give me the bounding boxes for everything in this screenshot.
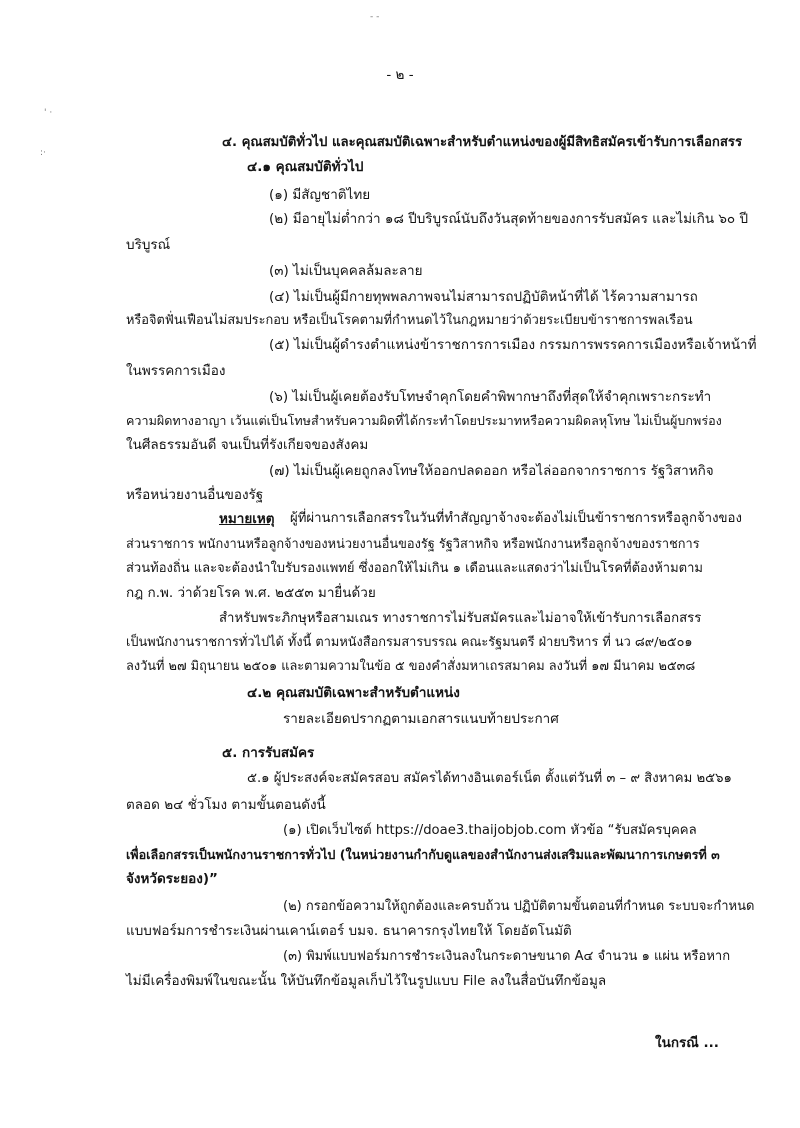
- section-5-heading: ๕. การรับสมัคร: [222, 745, 315, 761]
- qualification-5-line2: ในพรรคการเมือง: [126, 363, 226, 379]
- section-4-2-heading: ๔.๒ คุณสมบัติเฉพาะสำหรับตำแหน่ง: [247, 685, 460, 701]
- scan-speck: ' ·: [44, 108, 53, 118]
- note-line1: ผู้ที่ผ่านการเลือกสรรในวันที่ทำสัญญาจ้างจะต้องไม่เป็นข้าราชการหรือลูกจ้างของ: [290, 511, 742, 526]
- section-4-1-heading: ๔.๑ คุณสมบัติทั่วไป: [247, 159, 364, 175]
- qualification-6-line2: ความผิดทางอาญา เว้นแต่เป็นโทษสำหรับความผิดที่ได้กระทำโดยประมาทหรือความผิดลหุโทษ ไม่เป็นผู้บกพร่อง: [126, 413, 722, 428]
- qualification-3: (๓) ไม่เป็นบุคคลล้มละลาย: [269, 263, 423, 279]
- qualification-1: (๑) มีสัญชาติไทย: [269, 187, 371, 203]
- section-5-1-line2: ตลอด ๒๔ ชั่วโมง ตามขั้นตอนดังนี้: [126, 797, 326, 813]
- qualification-6-line3: ในศีลธรรมอันดี จนเป็นที่รังเกียจของสังคม: [126, 437, 369, 453]
- page-number: - ๒ -: [386, 67, 414, 83]
- qualification-7-line2: หรือหน่วยงานอื่นของรัฐ: [126, 487, 264, 503]
- continuation-text: ในกรณี ...: [655, 1035, 719, 1051]
- step-1-line2: เพื่อเลือกสรรเป็นพนักงานราชการทั่วไป (ในหน่วยงานกำกับดูแลของสำนักงานส่งเสริมและพัฒนาการเกษตรที่ ๓: [126, 847, 720, 862]
- qualification-6-line1: (๖) ไม่เป็นผู้เคยต้องรับโทษจำคุกโดยคำพิพากษาถึงที่สุดให้จำคุกเพราะกระทำ: [269, 389, 712, 405]
- monk-line3: ลงวันที่ ๒๗ มิถุนายน ๒๕๐๑ และตามความในข้อ ๕ ของคำสั่งมหาเถรสมาคม ลงวันที่ ๑๗ มีนาคม ๒๕๓๘: [126, 659, 696, 674]
- note-line4: กฎ ก.พ. ว่าด้วยโรค พ.ศ. ๒๕๕๓ มายื่นด้วย: [126, 585, 376, 601]
- step-3-line2: ไม่มีเครื่องพิมพ์ในขณะนั้น ให้บันทึกข้อมูลเก็บไว้ในรูปแบบ File ลงในสื่อบันทึกข้อมูล: [126, 973, 607, 989]
- note-line3: ส่วนท้องถิ่น และจะต้องนำใบรับรองแพทย์ ซึ่งออกให้ไม่เกิน ๑ เดือนและแสดงว่าไม่เป็นโรคที่ต้องห้ามตาม: [126, 561, 703, 576]
- note-label: หมายเหตุ: [219, 511, 275, 527]
- qualification-2-line1: (๒) มีอายุไม่ต่ำกว่า ๑๘ ปีบริบูรณ์นับถึงวันสุดท้ายของการรับสมัคร และไม่เกิน ๖๐ ปี: [269, 211, 749, 227]
- qualification-4-line2: หรือจิตฟั่นเฟือนไม่สมประกอบ หรือเป็นโรคตามที่กำหนดไว้ในกฎหมายว่าด้วยระเบียบข้าราชการพลเรือน: [126, 313, 693, 328]
- step-1-line1: (๑) เปิดเว็บไซต์ https://doae3.thaijobjob.com หัวข้อ “รับสมัครบุคคล: [283, 823, 697, 838]
- section-4-heading: ๔. คุณสมบัติทั่วไป และคุณสมบัติเฉพาะสำหรับตำแหน่งของผู้มีสิทธิสมัครเข้ารับการเลือกสรร: [222, 135, 743, 150]
- step-2-line2: แบบฟอร์มการชำระเงินผ่านเคาน์เตอร์ บมจ. ธนาคารกรุงไทยให้ โดยอัตโนมัติ: [126, 923, 572, 939]
- section-5-1-line1: ๕.๑ ผู้ประสงค์จะสมัครสอบ สมัครได้ทางอินเตอร์เน็ต ตั้งแต่วันที่ ๓ – ๙ สิงหาคม ๒๕๖๑: [247, 771, 732, 786]
- step-2-line1: (๒) กรอกข้อความให้ถูกต้องและครบถ้วน ปฏิบัติตามขั้นตอนที่กำหนด ระบบจะกำหนด: [283, 899, 755, 914]
- monk-line1: สำหรับพระภิกษุหรือสามเณร ทางราชการไม่รับสมัครและไม่อาจให้เข้ารับการเลือกสรร: [219, 611, 702, 626]
- monk-line2: เป็นพนักงานราชการทั่วไปได้ ทั้งนี้ ตามหนังสือกรมสารบรรณ คณะรัฐมนตรี ฝ่ายบริหาร ที่ นว ๘๙/๒๕๐๑: [126, 635, 693, 650]
- scan-speck: :·: [40, 148, 46, 158]
- qualification-4-line1: (๔) ไม่เป็นผู้มีกายทุพพลภาพจนไม่สามารถปฏิบัติหน้าที่ได้ ไร้ความสามารถ: [269, 289, 698, 305]
- qualification-2-line2: บริบูรณ์: [126, 237, 171, 253]
- qualification-5-line1: (๕) ไม่เป็นผู้ดำรงตำแหน่งข้าราชการการเมือง กรรมการพรรคการเมืองหรือเจ้าหน้าที่: [269, 337, 757, 353]
- note-line2: ส่วนราชการ พนักงานหรือลูกจ้างของหน่วยงานอื่นของรัฐ รัฐวิสาหกิจ หรือพนักงานหรือลูกจ้างของราชการ: [126, 537, 700, 552]
- qualification-7-line1: (๗) ไม่เป็นผู้เคยถูกลงโทษให้ออกปลดออก หรือไล่ออกจากราชการ รัฐวิสาหกิจ: [269, 463, 714, 479]
- section-4-2-text: รายละเอียดปรากฏตามเอกสารแนบท้ายประกาศ: [283, 711, 559, 727]
- scan-speck: - -: [370, 12, 380, 22]
- step-3-line1: (๓) พิมพ์แบบฟอร์มการชำระเงินลงในกระดาษขนาด A๔ จำนวน ๑ แผ่น หรือหาก: [283, 949, 731, 964]
- step-1-line3: จังหวัดระยอง)”: [126, 871, 218, 887]
